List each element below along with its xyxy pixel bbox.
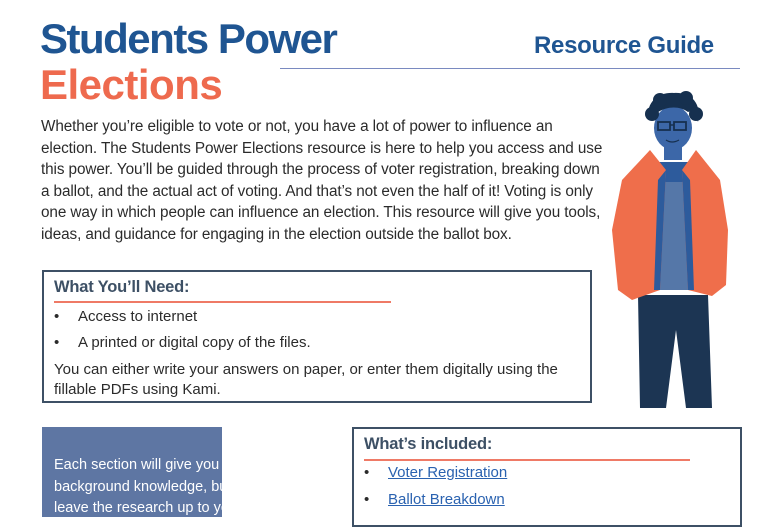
heading-underline xyxy=(364,459,690,461)
student-illustration xyxy=(608,90,738,410)
callout-text: Each section will give you some background knowledge, but we’ll leave the research up to you! xyxy=(54,457,264,516)
heading-underline xyxy=(54,301,391,303)
ballot-breakdown-link[interactable]: Ballot Breakdown xyxy=(388,491,505,508)
voter-registration-link[interactable]: Voter Registration xyxy=(388,464,508,481)
bullet-icon: • xyxy=(364,464,370,481)
page-title-line1: Students Power xyxy=(40,15,337,62)
whats-included-heading: What’s included: xyxy=(364,435,493,453)
need-note: You can either write your answers on paper, or enter them digitally using the fillable PDFs using Kami. xyxy=(54,361,558,398)
header-divider xyxy=(280,68,740,69)
bullet-icon: • xyxy=(364,491,370,508)
what-you-need-box: What You’ll Need: • Access to internet • A printed or digital copy of the files. You can either write your answers on paper, or enter them digitally using the fillable PDFs using Kami. xyxy=(42,270,592,403)
page-title-line2: Elections xyxy=(40,61,223,108)
whats-included-box xyxy=(352,427,742,527)
what-you-need-heading: What You’ll Need: xyxy=(54,278,190,296)
resource-guide-label: Resource Guide xyxy=(534,32,714,59)
bullet-icon: • xyxy=(54,334,60,351)
bullet-icon: • xyxy=(54,308,60,325)
intro-paragraph: Whether you’re eligible to vote or not, you have a lot of power to influence an election. The Students Power Elections resource is here to help you access and use this power. You’ll be guided through the process of voter registration, breaking down a ballot, and the actual act of voting. And that’s not even the half of it! Voting is only one way in which people can influence an election. This resource will give you tools, ideas, and guidance for engaging in the election outside the ballot box. xyxy=(41,118,603,243)
